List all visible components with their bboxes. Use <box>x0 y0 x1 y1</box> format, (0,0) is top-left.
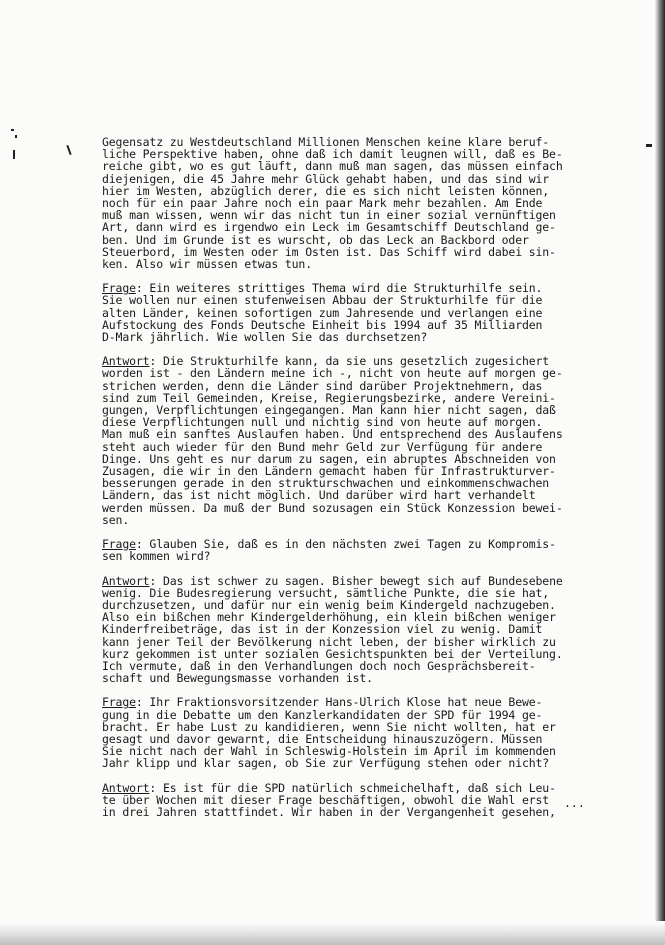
paragraph-question-1 <box>102 282 597 343</box>
text-line: Steuerbord, im Westen oder im Osten ist. Das Schiff wird dabei sin- <box>102 244 556 259</box>
text-line: te über Wochen mit dieser Frage beschäftigen, obwohl die Wahl erst <box>102 792 550 807</box>
text-line: Sie wollen nur einen stufenweisen Abbau der Strukturhilfe für die <box>102 293 543 308</box>
text-line: Dinge. Uns geht es nur darum zu sagen, ein abruptes Abschneiden von <box>102 451 556 466</box>
paragraph-question-2 <box>102 538 597 562</box>
text-line: sind zum Teil Gemeinden, Kreise, Regierungsbezirke, andere Vereini- <box>102 390 556 405</box>
text-line: werden müssen. Da muß der Bund sozusagen ein Stück Konzession bewei- <box>102 500 563 515</box>
text-line: diejenigen, die 45 Jahre mehr Glück gehabt haben, und das sind wir <box>102 171 550 186</box>
text-line: gesagt und davor gewarnt, die Entscheidung hinauszuzögern. Müssen <box>102 731 543 746</box>
paragraph-question-3 <box>102 696 597 769</box>
question-label: Frage <box>102 695 136 710</box>
text-line: schaft und Bewegungsmasse vorhanden ist. <box>102 671 373 686</box>
text-line: ken. Also wir müssen etwas tun. <box>102 257 312 272</box>
text-line: Aufstockung des Fonds Deutsche Einheit bis 1994 auf 35 Milliarden <box>102 317 543 332</box>
text-line: D-Mark jährlich. Wie wollen Sie das durchsetzen? <box>102 330 428 345</box>
scan-speck <box>11 129 14 131</box>
text-line: muß man wissen, wenn wir das nicht tun in einer sozial vernünftigen <box>102 208 556 223</box>
line-text: : Das ist schwer zu sagen. Bisher bewegt sich auf Bundesebene <box>149 573 563 588</box>
text-line: strichen werden, denn die Länder sind darüber Projektnehmern, das <box>102 378 543 393</box>
text-line: kann jener Teil der Bevölkerung nicht leben, der bisher wirklich zu <box>102 634 556 649</box>
text-line: durchzusetzen, und dafür nur ein wenig beim Kindergeld nachzugeben. <box>102 597 556 612</box>
scan-speck <box>646 144 652 147</box>
scan-speck <box>15 135 17 138</box>
paragraph-intro <box>102 136 597 270</box>
scan-bottom-shadow <box>0 921 665 945</box>
text-line: sen kommen wird? <box>102 549 211 564</box>
line-text: : Die Strukturhilfe kann, da sie uns gesetzlich zugesichert <box>149 354 550 369</box>
text-line: diese Verpflichtungen null und nichtig sind von heute auf morgen. <box>102 415 543 430</box>
question-label: Frage <box>102 537 136 552</box>
text-line: noch für ein paar Jahre noch ein paar Mark mehr bezahlen. Am Ende <box>102 196 543 211</box>
text-line: gung in die Debatte um den Kanzlerkandidaten der SPD für 1994 ge- <box>102 707 543 722</box>
answer-label: Antwort <box>102 780 150 795</box>
text-line: besserungen gerade in den strukturschwachen und einkommenschwachen <box>102 476 550 491</box>
text-line: gungen, Verpflichtungen eingegangen. Man kann hier nicht sagen, daß <box>102 403 556 418</box>
document-body <box>102 136 597 830</box>
text-line: kurz gekommen ist unter sozialen Gesichtspunkten bei der Verteilung. <box>102 646 563 661</box>
paragraph-answer-3 <box>102 782 597 819</box>
scan-speck <box>13 150 15 159</box>
text-line: hier im Westen, abzüglich derer, die es sich nicht leisten können, <box>102 183 550 198</box>
text-line: Jahr klipp und klar sagen, ob Sie zur Verfügung stehen oder nicht? <box>102 756 550 771</box>
text-line: Ländern, das ist nicht möglich. Und darüber wird hart verhandelt <box>102 488 536 503</box>
text-line <box>102 696 597 708</box>
text-line: ben. Und im Grunde ist es wurscht, ob das Leck an Backbord oder <box>102 232 529 247</box>
text-line: sen. <box>102 512 130 527</box>
continuation-marker: ... <box>564 796 585 810</box>
line-text: : Es ist für die SPD natürlich schmeichelhaft, daß sich Leu- <box>149 780 556 795</box>
line-text: : Glauben Sie, daß es in den nächsten zwei Tagen zu Kompromis- <box>135 537 556 552</box>
text-line: liche Perspektive haben, ohne daß ich damit leugnen will, daß es Be- <box>102 147 563 162</box>
question-label: Frage <box>102 281 136 296</box>
text-line: Sie nicht nach der Wahl in Schleswig-Holstein im April im kommenden <box>102 744 556 759</box>
paragraph-answer-2 <box>102 575 597 685</box>
text-line <box>102 575 597 587</box>
answer-label: Antwort <box>102 354 150 369</box>
text-line: in drei Jahren stattfindet. Wir haben in der Vergangenheit gesehen, <box>102 804 556 819</box>
text-line: Gegensatz zu Westdeutschland Millionen Menschen keine klare beruf- <box>102 135 550 149</box>
paragraph-answer-1 <box>102 355 597 526</box>
text-line: Kinderfreibeträge, das ist in der Konzession viel zu wenig. Damit <box>102 622 543 637</box>
text-line <box>102 782 597 794</box>
text-line: reiche gibt, wo es gut läuft, dann muß man sagen, das müssen einfach <box>102 159 563 174</box>
line-text: : Ihr Fraktionsvorsitzender Hans-Ulrich Klose hat neue Bewe- <box>135 695 543 710</box>
scan-speck <box>66 145 71 155</box>
text-line: alten Länder, keinen sofortigen zum Jahresende und verlangen eine <box>102 305 543 320</box>
scan-edge-shadow <box>655 0 665 945</box>
text-line: worden ist - den Ländern meine ich -, nicht von heute auf morgen ge- <box>102 366 563 381</box>
answer-label: Antwort <box>102 573 150 588</box>
text-line: wenig. Die Budesregierung versucht, sämtliche Punkte, die sie hat, <box>102 585 550 600</box>
line-text: : Ein weiteres strittiges Thema wird die Strukturhilfe sein. <box>135 281 543 296</box>
text-line: bracht. Er habe Lust zu kandidieren, wenn Sie nicht wollten, hat er <box>102 719 556 734</box>
text-line: Art, dann wird es irgendwo ein Leck im Gesamtschiff Deutschland ge- <box>102 220 556 235</box>
text-line: steht auch wieder für den Bund mehr Geld zur Verfügung für andere <box>102 439 543 454</box>
text-line: Also ein bißchen mehr Kindergelderhöhung, ein klein bißchen weniger <box>102 610 556 625</box>
text-line: Ich vermute, daß in den Verhandlungen doch noch Gesprächsbereit- <box>102 658 536 673</box>
text-line: Zusagen, die wir in den Ländern gemacht haben für Infrastrukturver- <box>102 464 556 479</box>
text-line: Man muß ein sanftes Auslaufen haben. Und entsprechend des Auslaufens <box>102 427 563 442</box>
